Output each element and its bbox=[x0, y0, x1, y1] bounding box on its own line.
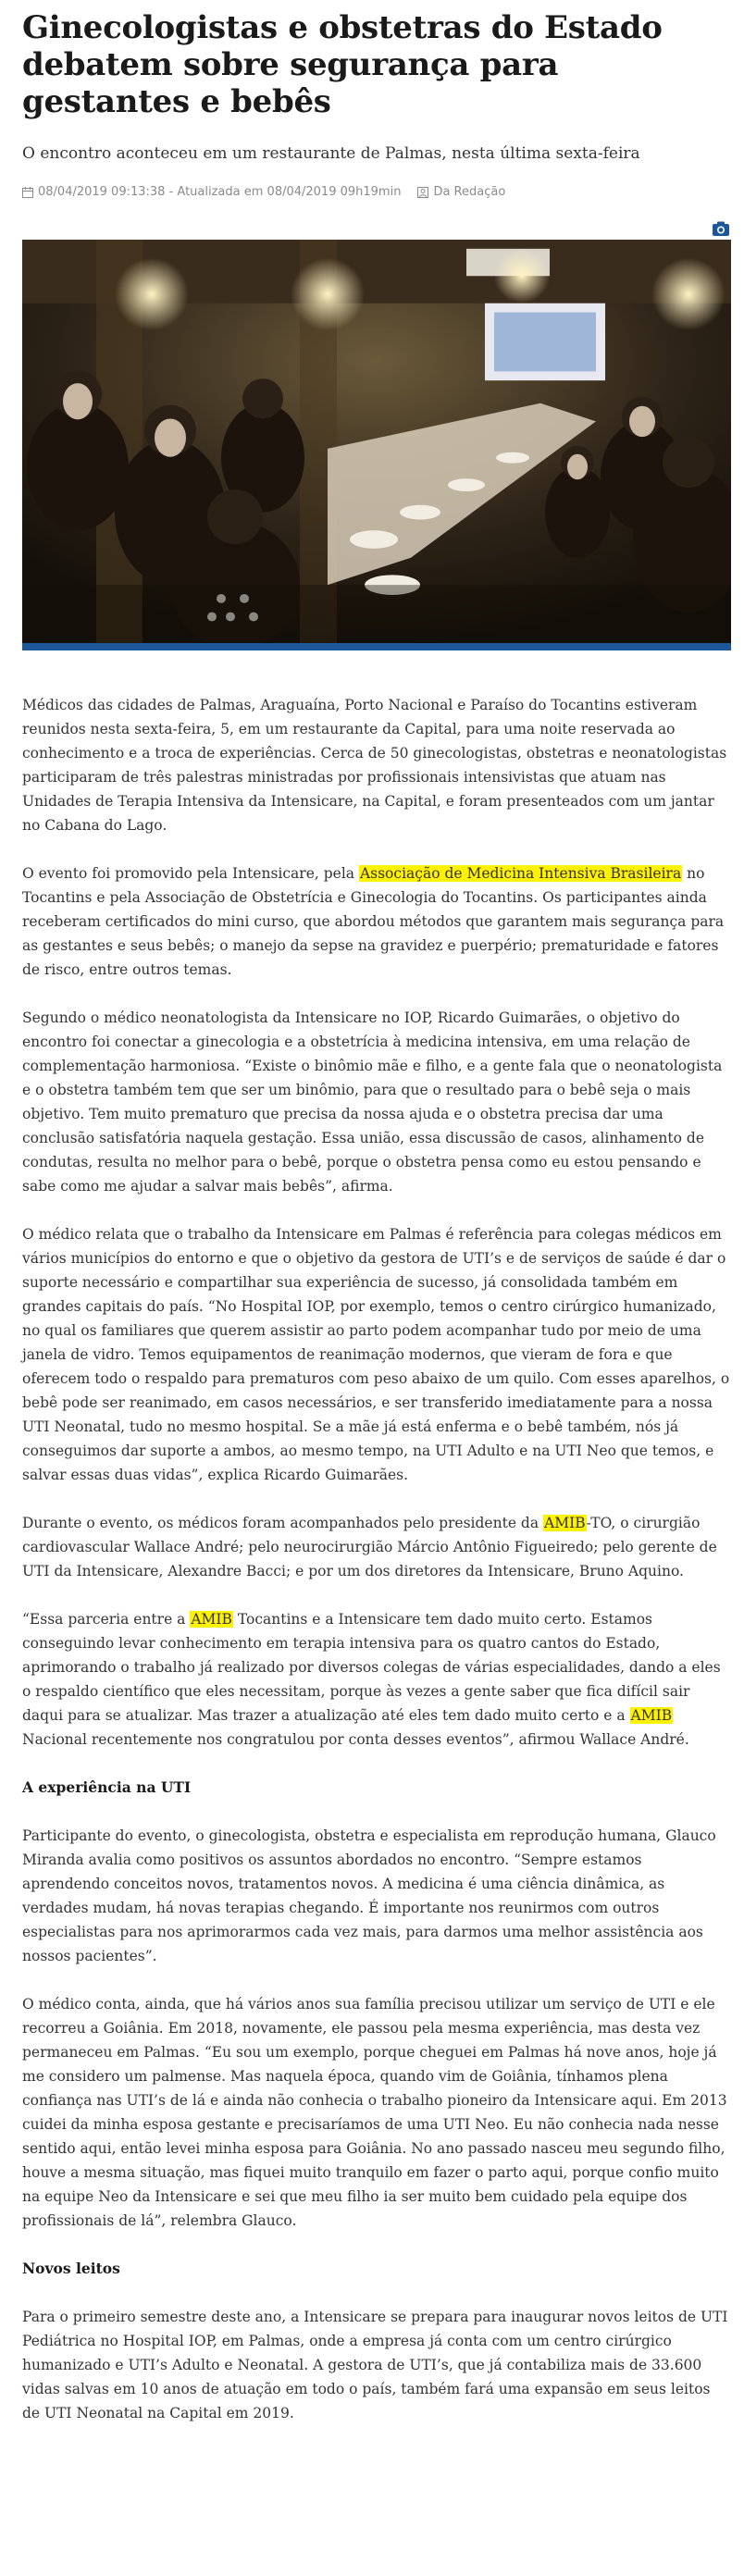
paragraph: Para o primeiro semestre deste ano, a Intensicare se prepara para inaugurar novos leitos de UTI Pediátrica no Hospital IOP, em Palmas, onde a empresa já conta com um centro cirúrgico humanizado e UTI’s Adulto e Neonatal. A gestora de UTI’s, que já contabiliza mais de 33.600 vidas salvas em 10 anos de atuação em todo o país, também fará uma expansão em seus leitos de UTI Neonatal na Capital em 2019. bbox=[22, 2309, 728, 2421]
paragraph: Médicos das cidades de Palmas, Araguaína, Porto Nacional e Paraíso do Tocantins estiveram reunidos nesta sexta-feira, 5, em um restaurante da Capital, para uma noite reservada ao conhecimento e a troca de experiências. Cerca de 50 ginecologistas, obstetras e neonatologistas participaram de três palestras ministradas por profissionais intensivistas que atuam nas Unidades de Terapia Intensiva da Intensicare, na Capital, e foram presenteados com um jantar no Cabana do Lago. bbox=[22, 697, 727, 834]
paragraph: O evento foi promovido pela Intensicare, pela Associação de Medicina Intensiva Brasileira no Tocantins e pela Associação de Obstetrícia e Ginecologia do Tocantins. Os participantes ainda receberam certificados do mini curso, que abordou métodos que garantem mais segurança para as gestantes e seus bebês; o manejo da sepse na gravidez e puerpério; prematuridade e fatores de risco, entre outros temas. bbox=[22, 865, 725, 978]
paragraph: O médico conta, ainda, que há vários anos sua família precisou utilizar um serviço de UTI e ele recorreu a Goiânia. Em 2018, novamente, ele passou pela mesma experiência, mas desta vez permaneceu em Palmas. “Eu sou um exemplo, porque cheguei em Palmas há nove anos, hoje já me considero um palmense. Mas naquela época, quando vim de Goiânia, tínhamos plena confiança nas UTI’s de lá e ainda não conhecia o trabalho pioneiro da Intensicare aqui. Em 2013 cuidei da minha esposa gestante e precisaríamos de uma UTI Neo. Eu não conhecia nada nesse sentido aqui, então levei minha esposa para Goiânia. No ano passado nasceu meu segundo filho, houve a mesma situação, mas fiquei muito tranquilo em fazer o parto aqui, porque confio muito na equipe Neo da Intensicare e sei que meu filho ia ser muito bem cuidado pela equipe dos profissionais de lá”, relembra Glauco. bbox=[22, 1996, 727, 2229]
article-title: Ginecologistas e obstetras do Estado debatem sobre segurança para gestantes e bebês bbox=[22, 9, 663, 120]
paragraph: Segundo o médico neonatologista da Intensicare no IOP, Ricardo Guimarães, o objetivo do encontro foi conectar a ginecologia e a obstetrícia à medicina intensiva, em uma relação de complementação harmoniosa. “Existe o binômio mãe e filho, e a gente fala que o neonatologista e o obstetra também tem que ser um binômio, para que o resultado para o bebê seja o mais objetivo. Tem muito prematuro que precisa da nossa ajuda e o obstetra precisa dar uma conclusão satisfatória naquela gestação. Essa união, essa discussão de casos, alinhamento de condutas, resulta no melhor para o bebê, porque o obstetra pensa como eu estou pensando e sabe como me ajudar a salvar mais bebês”, afirma. bbox=[22, 1009, 723, 1195]
paragraph: Participante do evento, o ginecologista, obstetra e especialista em reprodução humana, Glauco Miranda avalia como positivos os assuntos abordados no encontro. “Sempre estamos aprendendo conceitos novos, tratamentos novos. A medicina é uma ciência dinâmica, as verdades mudam, há novas terapias chegando. É importante nos reunirmos com outros especialistas para nos aprimorarmos cada vez mais, para darmos uma melhor assistência aos nossos pacientes”. bbox=[22, 1827, 716, 1964]
paragraph: Durante o evento, os médicos foram acompanhados pelo presidente da AMIB-TO, o cirurgião cardiovascular Wallace André; pelo neurocirurgião Márcio Antônio Figueiredo; pelo gerente de UTI da Intensicare, Alexandre Bacci; e por um dos diretores da Intensicare, Bruno Aquino. bbox=[22, 1515, 717, 1579]
highlight-link[interactable]: Associação de Medicina Intensiva Brasileira bbox=[359, 865, 682, 882]
paragraph: O médico relata que o trabalho da Intensicare em Palmas é referência para colegas médicos em vários municípios do entorno e que o objetivo da gestora de UTI’s e de serviços de saúde é dar o suporte necessário e compartilhar sua experiência de sucesso, já consolidada também em grandes capitais do país. “No Hospital IOP, por exemplo, temos o centro cirúrgico humanizado, no qual os familiares que querem assistir ao parto podem acompanhar tudo por meio de uma janela de vidro. Temos equipamentos de reanimação modernos, que vieram de fora e que oferecem todo o respaldo para prematuros com peso abaixo de um quilo. Com esses aparelhos, o bebê pode ser reanimado, em casos necessários, e ser transferido imediatamente para a nossa UTI Neonatal, tudo no mesmo hospital. Se a mãe já está enferma e o bebê também, nós já conseguimos dar suporte a ambos, ao mesmo tempo, na UTI Adulto e na UTI Neo que temos, e salvar essas duas vidas”, explica Ricardo Guimarães. bbox=[22, 1226, 730, 1483]
section-heading: A experiência na UTI bbox=[22, 1778, 192, 1796]
article-author: Da Redação bbox=[433, 185, 506, 199]
calendar-icon bbox=[22, 187, 33, 198]
user-icon bbox=[417, 187, 428, 198]
highlight-link[interactable]: AMIB bbox=[191, 1611, 232, 1628]
updated-date: 08/04/2019 09h19min bbox=[267, 185, 402, 199]
section-heading: Novos leitos bbox=[22, 2260, 120, 2277]
paragraph: “Essa parceria entre a AMIB Tocantins e a Intensicare tem dado muito certo. Estamos conseguindo levar conhecimento em terapia intensiva para os quatro cantos do Estado, aprimorando o trabalho já realizado por diversos colegas de várias especialidades, dando a eles o respaldo científico que eles necessitam, porque às vezes a gente saber que fica difícil sair daqui para se atualizar. Mas trazer a atualização até eles tem dado muito certo e a AMIB Nacional recentemente nos congratulou por conta desses eventos”, afirmou Wallace André. bbox=[22, 1611, 721, 1748]
article-subtitle: O encontro aconteceu em um restaurante de Palmas, nesta última sexta-feira bbox=[22, 144, 640, 163]
article-meta bbox=[22, 185, 731, 199]
article-body bbox=[22, 693, 731, 2425]
published-date: 08/04/2019 09:13:38 bbox=[38, 185, 166, 199]
highlight-link[interactable]: AMIB bbox=[630, 1707, 673, 1724]
event-photo bbox=[22, 240, 731, 650]
updated-label: - Atualizada em bbox=[165, 185, 267, 199]
article-photo-container bbox=[22, 219, 731, 650]
highlight-link[interactable]: AMIB bbox=[544, 1515, 586, 1531]
camera-icon[interactable] bbox=[713, 221, 729, 236]
